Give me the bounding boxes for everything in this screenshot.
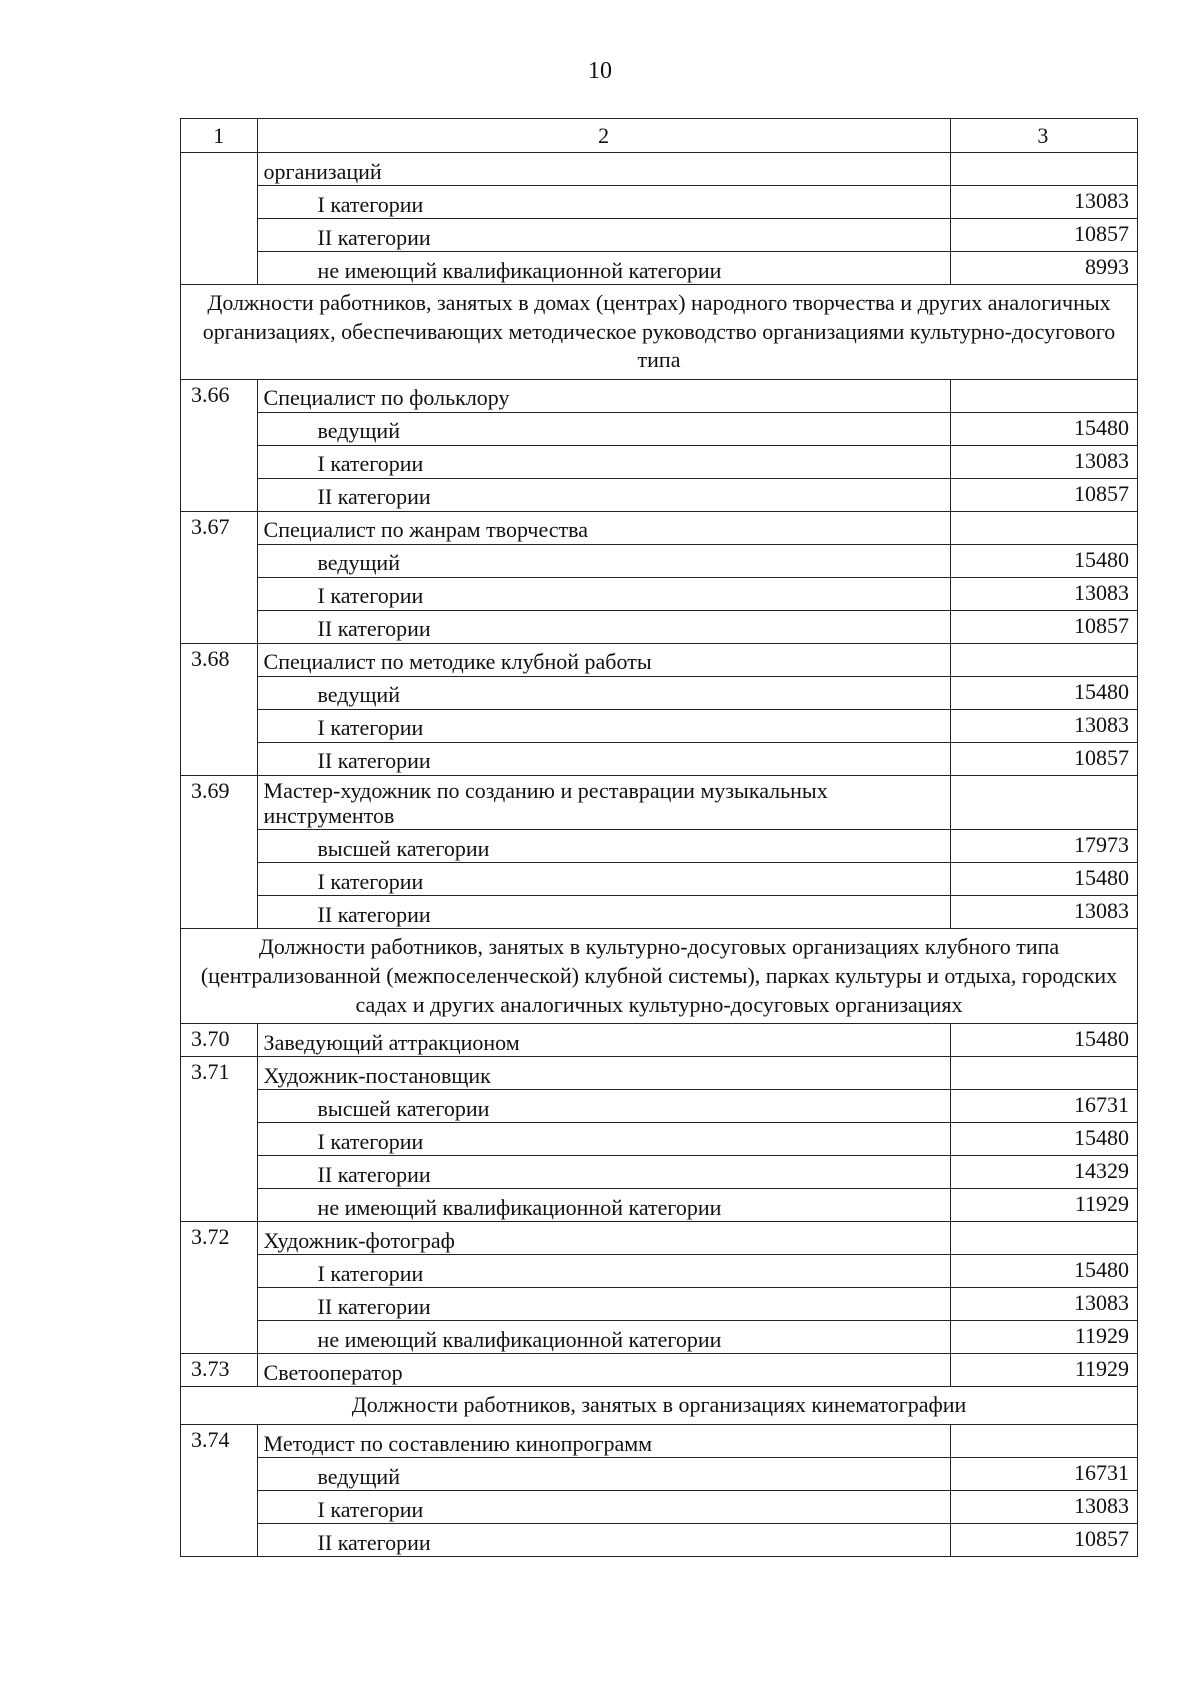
table-row — [181, 1458, 1138, 1491]
table-row — [181, 153, 1138, 186]
salary-value: 15480 — [950, 1024, 1137, 1057]
category-label: ведущий — [257, 1458, 950, 1491]
category-label: высшей категории — [257, 830, 950, 863]
category-label: ведущий — [257, 544, 950, 577]
table-row — [181, 1354, 1138, 1387]
salary-value: 11929 — [950, 1189, 1137, 1222]
position-title: Специалист по фольклору — [257, 379, 950, 412]
salary-value: 15480 — [950, 863, 1137, 896]
table-row — [181, 775, 1138, 830]
column-3-header: 3 — [950, 119, 1137, 153]
category-label: не имеющий квалификационной категории — [257, 252, 950, 285]
salary-value: 16731 — [950, 1090, 1137, 1123]
category-label: ведущий — [257, 412, 950, 445]
table-row — [181, 1024, 1138, 1057]
salary-value — [950, 1425, 1137, 1458]
position-title: Художник-фотограф — [257, 1222, 950, 1255]
table-header-row — [181, 119, 1138, 153]
section-heading: Должности работников, занятых в культурно-досуговых организациях клубного типа (централизованной (межпоселенческой) клубной системы), парках культуры и отдыха, городских садах и других аналогичных культурно-досуговых организациях — [181, 929, 1138, 1024]
column-1-header: 1 — [181, 119, 258, 153]
category-label: I категории — [257, 863, 950, 896]
table-row — [181, 610, 1138, 643]
salary-value: 10857 — [950, 1524, 1137, 1557]
position-title: Художник-постановщик — [257, 1057, 950, 1090]
category-label: I категории — [257, 577, 950, 610]
table-row — [181, 186, 1138, 219]
table-row — [181, 1123, 1138, 1156]
row-number: 3.68 — [181, 643, 258, 775]
salary-value — [950, 379, 1137, 412]
category-label: I категории — [257, 709, 950, 742]
salary-value: 11929 — [950, 1354, 1137, 1387]
salary-value: 13083 — [950, 1288, 1137, 1321]
table-row — [181, 379, 1138, 412]
table-row — [181, 1189, 1138, 1222]
table-row — [181, 1156, 1138, 1189]
table-row — [181, 478, 1138, 511]
table-row — [181, 577, 1138, 610]
section-header-row — [181, 285, 1138, 380]
table-row — [181, 1491, 1138, 1524]
category-label: II категории — [257, 478, 950, 511]
position-title: организаций — [257, 153, 950, 186]
table-row — [181, 676, 1138, 709]
page-number: 10 — [588, 58, 612, 84]
category-label: I категории — [257, 186, 950, 219]
row-number: 3.66 — [181, 379, 258, 511]
salary-value: 13083 — [950, 1491, 1137, 1524]
category-label: ведущий — [257, 676, 950, 709]
table-row — [181, 1255, 1138, 1288]
table-row — [181, 1321, 1138, 1354]
salary-value: 15480 — [950, 412, 1137, 445]
table-row — [181, 863, 1138, 896]
position-title: Специалист по методике клубной работы — [257, 643, 950, 676]
salary-value: 15480 — [950, 1123, 1137, 1156]
salary-value: 11929 — [950, 1321, 1137, 1354]
salary-value — [950, 1057, 1137, 1090]
salary-value — [950, 153, 1137, 186]
category-label: I категории — [257, 1255, 950, 1288]
position-title: Заведующий аттракционом — [257, 1024, 950, 1057]
row-number: 3.72 — [181, 1222, 258, 1354]
salary-table — [180, 118, 1138, 1557]
salary-value: 13083 — [950, 709, 1137, 742]
category-label: II категории — [257, 1156, 950, 1189]
section-heading: Должности работников, занятых в домах (центрах) народного творчества и других аналогичных организациях, обеспечивающих методическое руководство организациями культурно-досугового типа — [181, 285, 1138, 380]
category-label: II категории — [257, 610, 950, 643]
category-label: II категории — [257, 219, 950, 252]
category-label: I категории — [257, 445, 950, 478]
salary-value — [950, 775, 1137, 830]
section-heading: Должности работников, занятых в организациях кинематографии — [181, 1387, 1138, 1425]
position-title: Светооператор — [257, 1354, 950, 1387]
table-row — [181, 252, 1138, 285]
category-label: II категории — [257, 1524, 950, 1557]
position-title: Специалист по жанрам творчества — [257, 511, 950, 544]
salary-value: 13083 — [950, 186, 1137, 219]
salary-value: 16731 — [950, 1458, 1137, 1491]
category-label: I категории — [257, 1123, 950, 1156]
row-number: 3.71 — [181, 1057, 258, 1222]
salary-value — [950, 643, 1137, 676]
salary-value — [950, 511, 1137, 544]
table-row — [181, 1222, 1138, 1255]
section-header-row — [181, 929, 1138, 1024]
salary-value — [950, 1222, 1137, 1255]
table-row — [181, 445, 1138, 478]
table-row — [181, 544, 1138, 577]
category-label: II категории — [257, 742, 950, 775]
table-row — [181, 1288, 1138, 1321]
category-label: II категории — [257, 896, 950, 929]
position-title: Мастер-художник по созданию и реставрации музыкальных инструментов — [257, 775, 950, 830]
section-header-row — [181, 1387, 1138, 1425]
table-row — [181, 219, 1138, 252]
row-number — [181, 153, 258, 285]
salary-value: 14329 — [950, 1156, 1137, 1189]
table-row — [181, 1090, 1138, 1123]
table-row — [181, 896, 1138, 929]
salary-value: 15480 — [950, 1255, 1137, 1288]
salary-value: 17973 — [950, 830, 1137, 863]
row-number: 3.70 — [181, 1024, 258, 1057]
salary-value: 8993 — [950, 252, 1137, 285]
table-row — [181, 412, 1138, 445]
table-row — [181, 1057, 1138, 1090]
salary-value: 10857 — [950, 219, 1137, 252]
category-label: I категории — [257, 1491, 950, 1524]
table-row — [181, 1524, 1138, 1557]
salary-value: 13083 — [950, 445, 1137, 478]
row-number: 3.69 — [181, 775, 258, 929]
table-row — [181, 709, 1138, 742]
column-2-header: 2 — [257, 119, 950, 153]
table-row — [181, 1425, 1138, 1458]
row-number: 3.73 — [181, 1354, 258, 1387]
category-label: высшей категории — [257, 1090, 950, 1123]
salary-value: 15480 — [950, 544, 1137, 577]
salary-value: 10857 — [950, 610, 1137, 643]
category-label: не имеющий квалификационной категории — [257, 1321, 950, 1354]
row-number: 3.67 — [181, 511, 258, 643]
table-row — [181, 643, 1138, 676]
salary-value: 13083 — [950, 577, 1137, 610]
category-label: II категории — [257, 1288, 950, 1321]
table-row — [181, 511, 1138, 544]
table-row — [181, 830, 1138, 863]
table-row — [181, 742, 1138, 775]
row-number: 3.74 — [181, 1425, 258, 1557]
position-title: Методист по составлению кинопрограмм — [257, 1425, 950, 1458]
salary-value: 10857 — [950, 478, 1137, 511]
salary-value: 10857 — [950, 742, 1137, 775]
salary-value: 13083 — [950, 896, 1137, 929]
category-label: не имеющий квалификационной категории — [257, 1189, 950, 1222]
salary-value: 15480 — [950, 676, 1137, 709]
